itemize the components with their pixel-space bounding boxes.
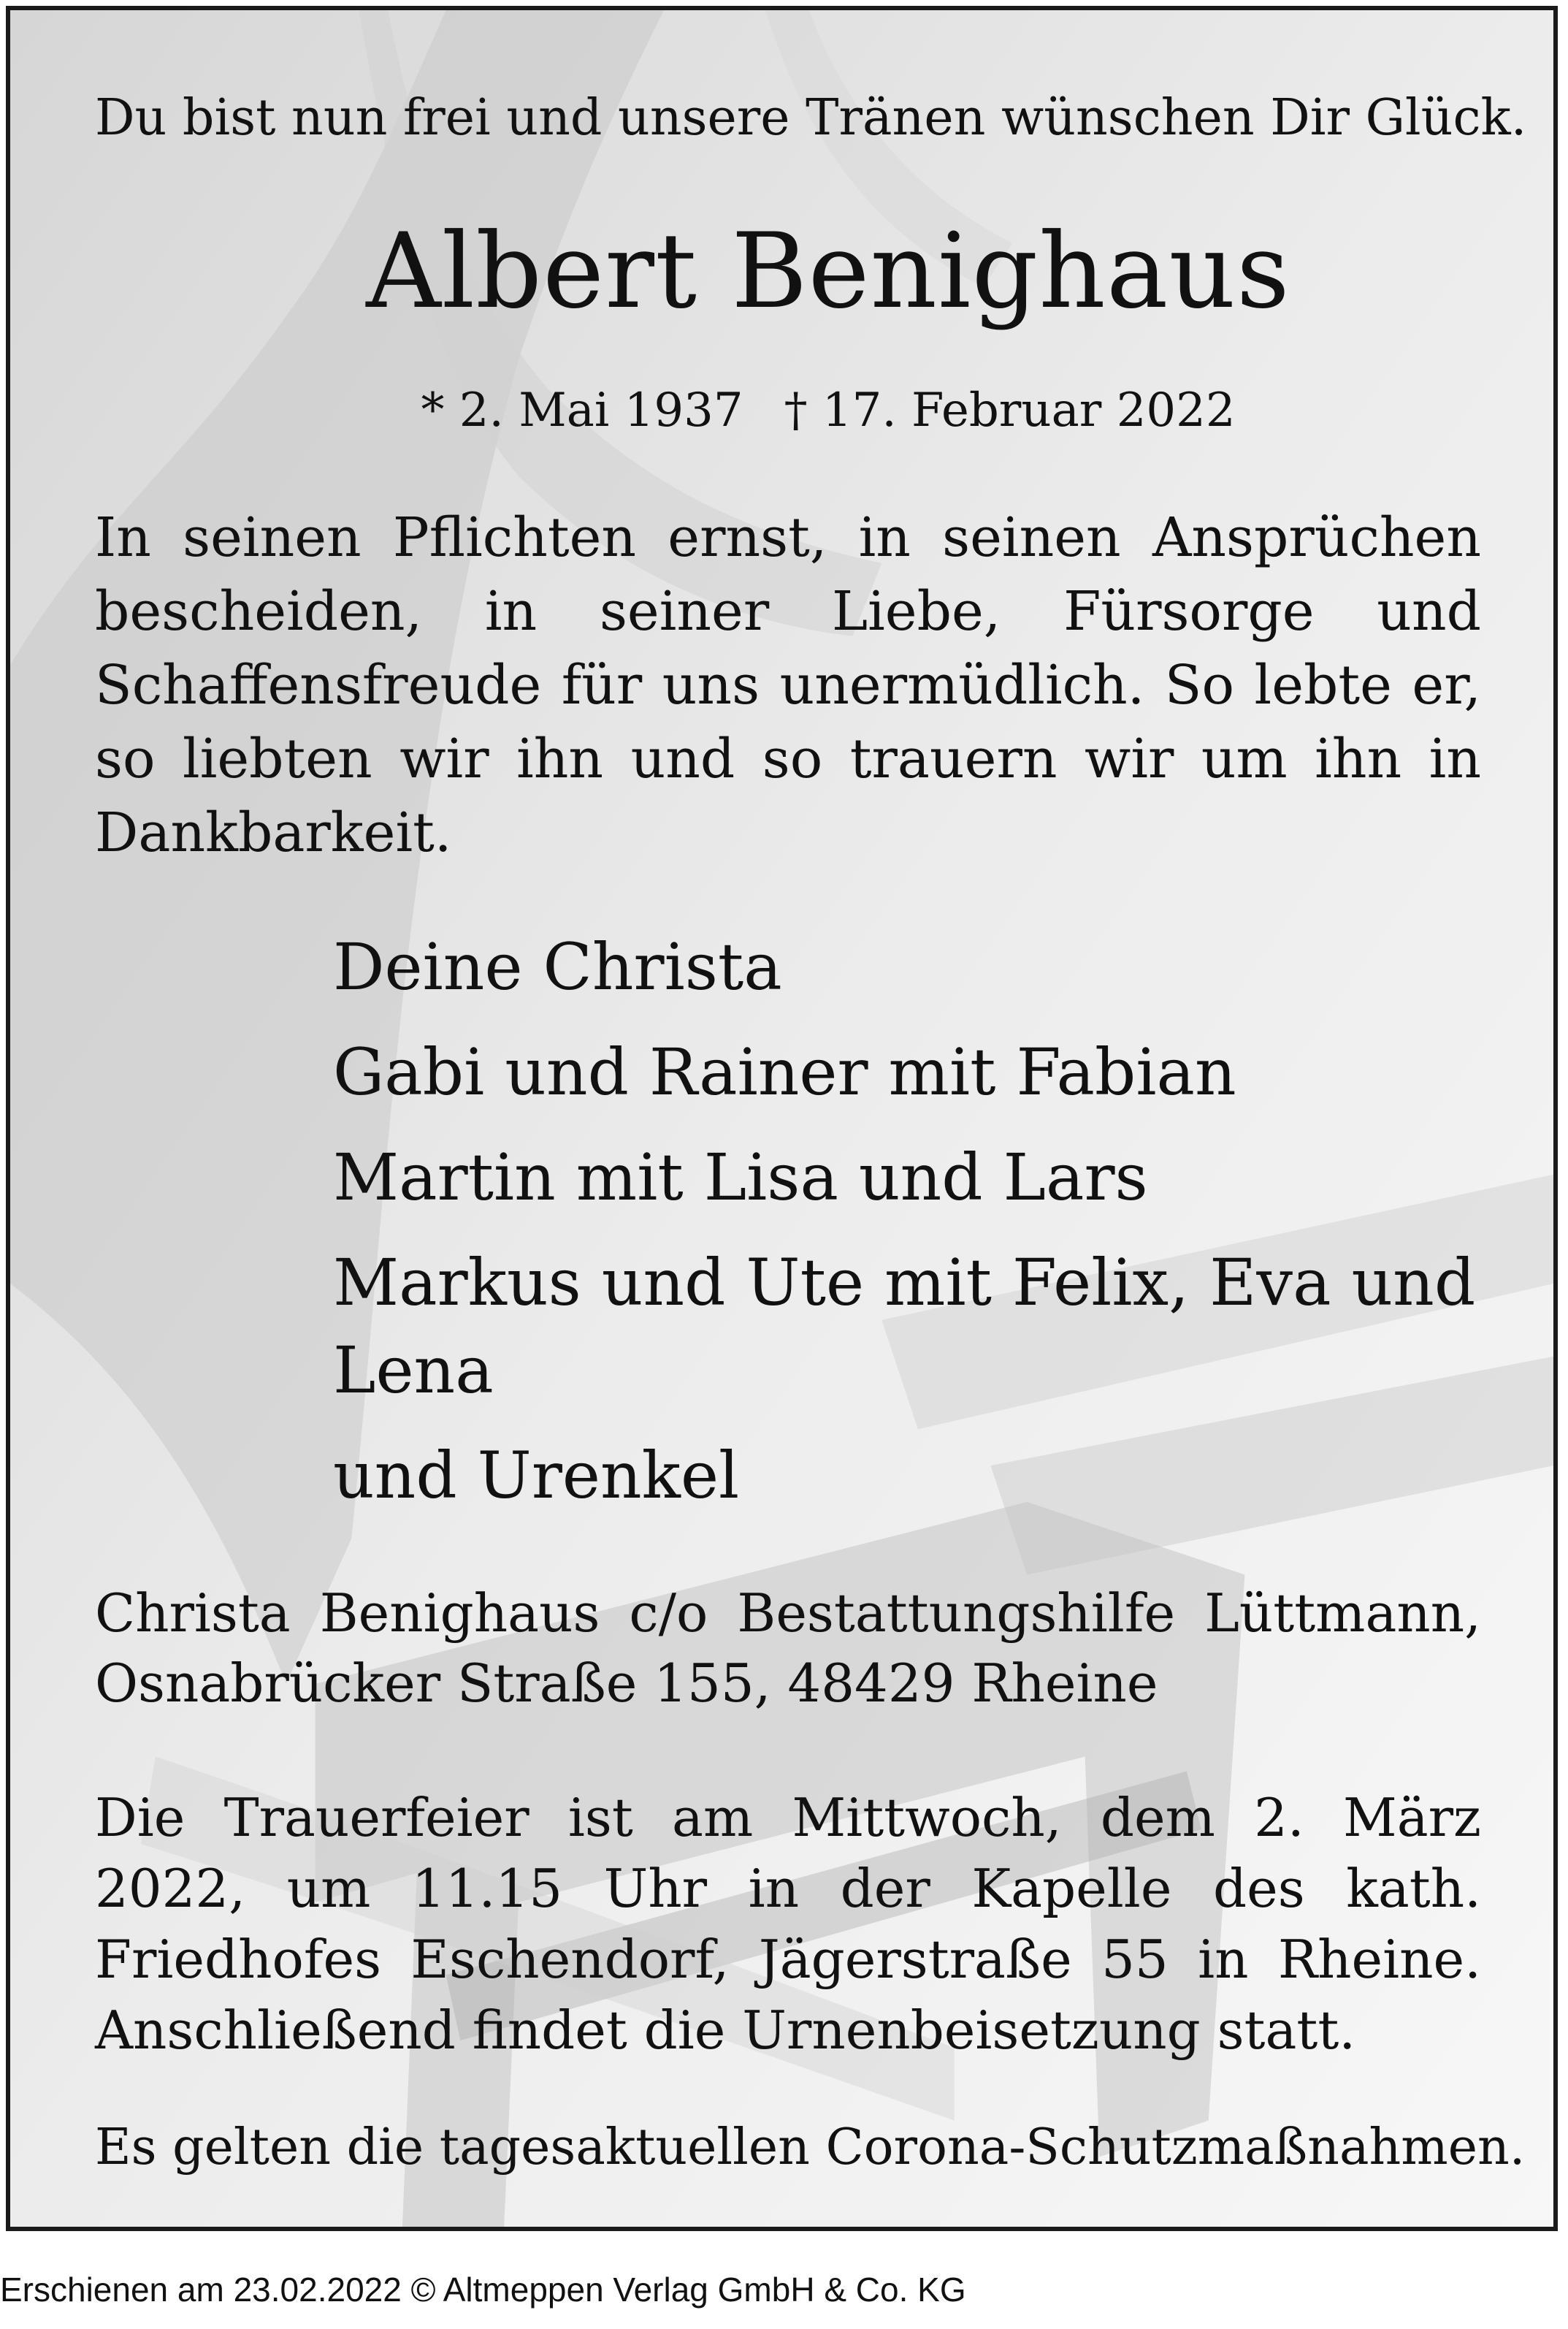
life-dates <box>95 381 1481 440</box>
contact-address: Christa Benighaus c/o Bestattungshilfe Lüttmann, Osnabrücker Straße 155, 48429 Rheine <box>95 1582 1481 1714</box>
mourner-line: Martin mit Lisa und Lars <box>333 1140 1148 1215</box>
funeral-service-details: Die Trauerfeier ist am Mittwoch, dem 2. März 2022, um 11.15 Uhr in der Kapelle des kath. Friedhofes Eschendorf, Jägerstraße 55 in Rheine. Anschließend findet die Urnenbeisetzung statt. <box>95 1787 1481 2061</box>
obituary-content <box>95 10 1527 2227</box>
obituary-frame <box>6 6 1558 2231</box>
deceased-name: Albert Benighaus <box>366 211 1290 332</box>
publication-footer: Erschienen am 23.02.2022 © Altmeppen Verlag GmbH & Co. KG <box>0 2271 966 2309</box>
birth-date: * 2. Mai 1937 <box>421 384 743 438</box>
mourner-line: und Urenkel <box>333 1438 740 1513</box>
mourners-list <box>333 923 1502 1537</box>
mourner-line: Gabi und Rainer mit Fabian <box>333 1034 1236 1110</box>
mourner-line: Deine Christa <box>333 929 782 1005</box>
death-date: † 17. Februar 2022 <box>784 384 1236 438</box>
motto-line: Du bist nun frei und unsere Tränen wünschen Dir Glück. <box>95 89 1527 147</box>
corona-notice: Es gelten die tagesaktuellen Corona-Schutzmaßnahmen. <box>95 2119 1526 2176</box>
tribute-text: In seinen Pflichten ernst, in seinen Ansprüchen bescheiden, in seiner Liebe, Fürsorge und Schaffensfreude für uns unermüdlich. So lebte er, so liebten wir ihn und so trauern wir um ihn in Dankbarkeit. <box>95 506 1481 864</box>
mourner-line: Markus und Ute mit Felix, Eva und Lena <box>333 1245 1476 1408</box>
